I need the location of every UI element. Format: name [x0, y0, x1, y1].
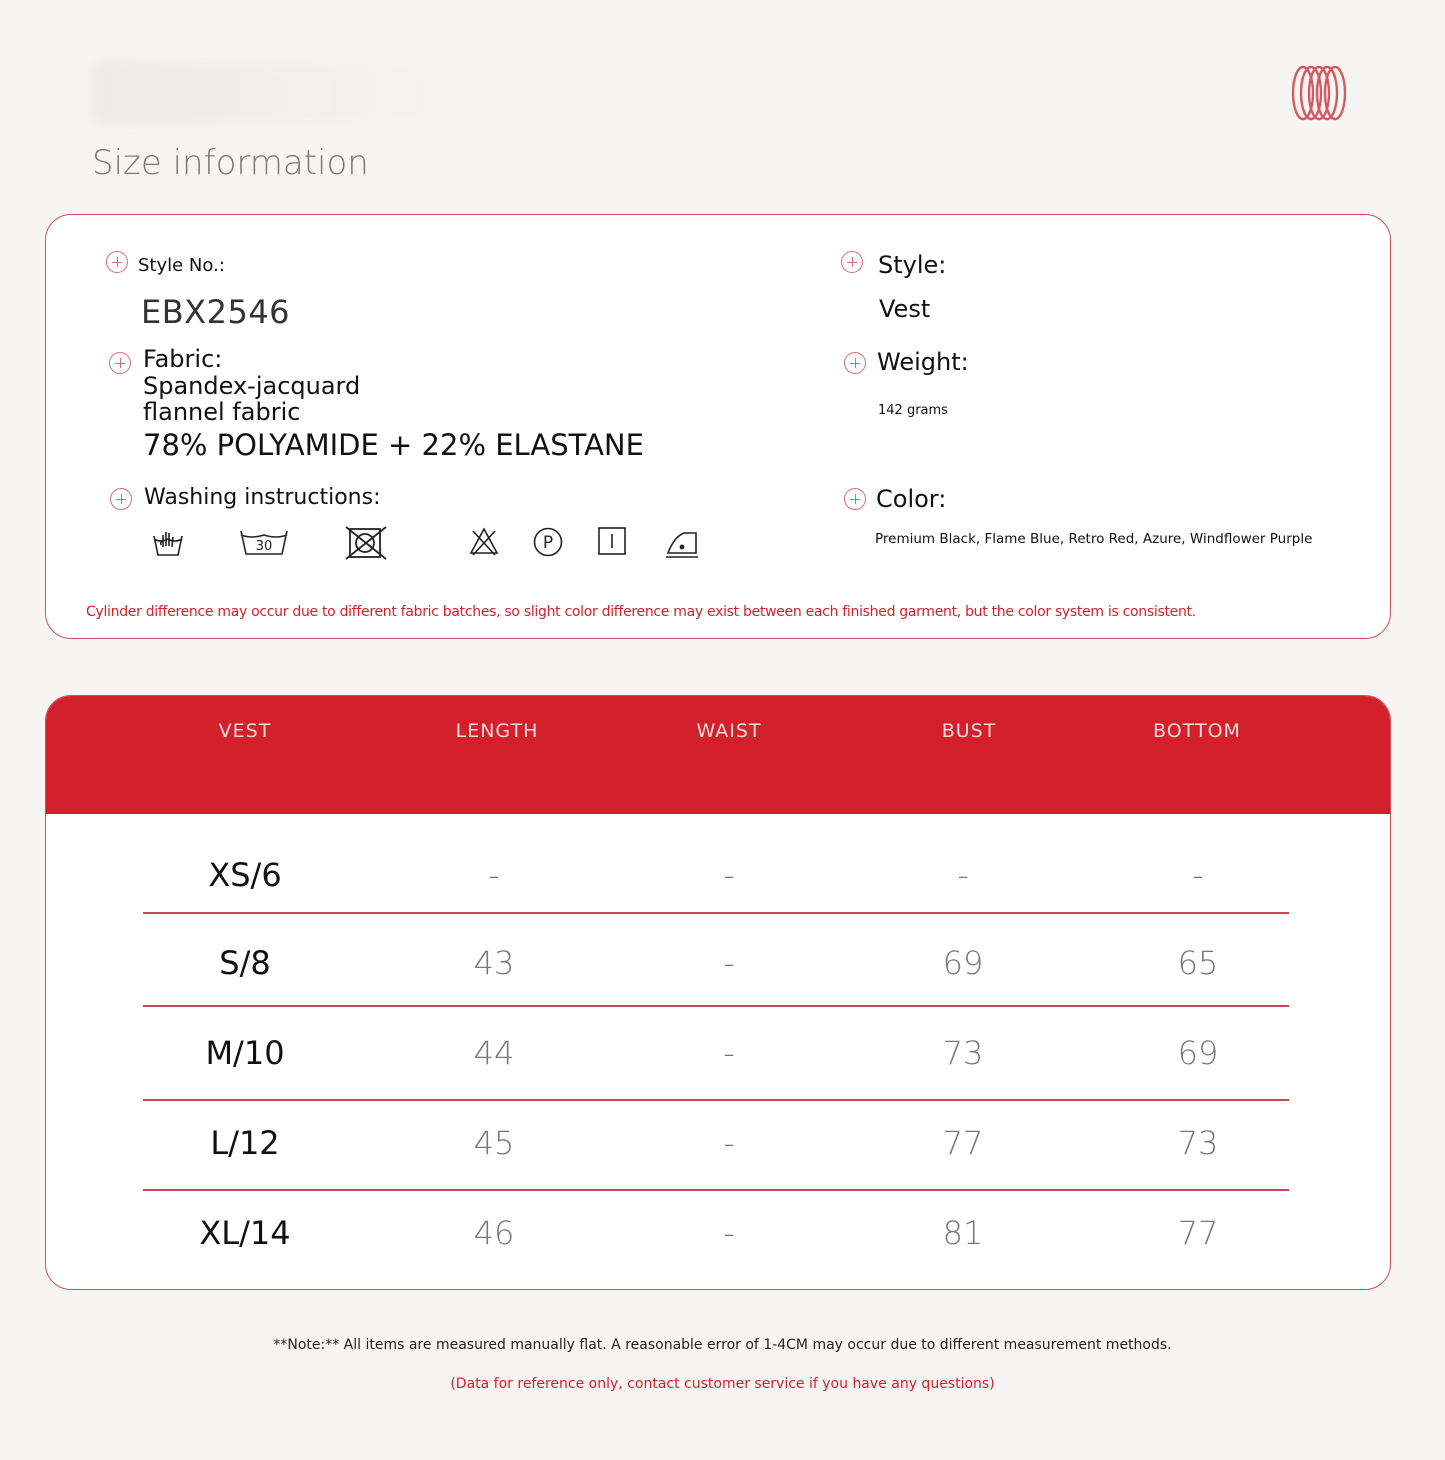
hand-wash-icon [151, 525, 185, 559]
fabric-description-line2: flannel fabric [143, 398, 301, 426]
fabric-description-line1: Spandex-jacquard [143, 372, 361, 400]
fabric-composition: 78% POLYAMIDE + 22% ELASTANE [143, 428, 644, 462]
size-cell: S/8 [219, 944, 271, 982]
product-info-card [45, 214, 1391, 639]
plus-circle-icon [109, 352, 131, 374]
style-no-value: EBX2546 [141, 293, 291, 331]
bottom-cell: 65 [1177, 944, 1219, 982]
length-cell: 45 [473, 1124, 515, 1162]
waist-cell: - [723, 1124, 735, 1162]
style-no-label: Style No.: [138, 255, 225, 276]
color-label: Color: [876, 485, 947, 513]
bottom-cell: - [1192, 856, 1204, 894]
color-value: Premium Black, Flame Blue, Retro Red, Azure, Windflower Purple [875, 531, 1313, 547]
table-row [46, 856, 1390, 946]
washing-icons [146, 525, 666, 565]
length-cell: - [488, 856, 500, 894]
line-dry-icon [596, 525, 628, 557]
waist-cell: - [723, 944, 735, 982]
table-row [46, 1124, 1390, 1214]
bust-cell: 73 [942, 1034, 984, 1072]
do-not-bleach-icon [468, 525, 500, 557]
row-divider [143, 1189, 1289, 1191]
page-title: Size information [92, 143, 369, 183]
size-cell: L/12 [210, 1124, 280, 1162]
size-cell: XS/6 [208, 856, 282, 894]
low-iron-icon [664, 525, 700, 561]
wash-temperature: 30 [255, 539, 273, 554]
table-row [46, 1214, 1390, 1290]
dry-clean-letter: P [542, 533, 554, 553]
plus-circle-icon [110, 488, 132, 510]
color-disclaimer: Cylinder difference may occur due to different fabric batches, so slight color difference may exist between each finished garment, but the color system is consistent. [86, 604, 1196, 620]
column-header-waist: WAIST [696, 720, 762, 742]
waist-cell: - [723, 1034, 735, 1072]
row-divider [143, 1005, 1289, 1007]
bottom-cell: 69 [1177, 1034, 1219, 1072]
plus-circle-icon [844, 352, 866, 374]
bottom-cell: 73 [1177, 1124, 1219, 1162]
waist-cell: - [723, 856, 735, 894]
weight-label: Weight: [877, 348, 969, 376]
table-row [46, 944, 1390, 1034]
blurred-brand-logo [92, 62, 432, 124]
reference-note: (Data for reference only, contact customer service if you have any questions) [450, 1376, 995, 1392]
do-not-tumble-dry-icon [344, 525, 388, 561]
row-divider [143, 912, 1289, 914]
waist-cell: - [723, 1214, 735, 1252]
weight-value: 142 grams [878, 403, 948, 418]
wash-30-icon [239, 525, 289, 559]
size-table [45, 695, 1391, 1290]
washing-instructions-label: Washing instructions: [144, 485, 381, 510]
plus-circle-icon [844, 488, 866, 510]
dry-clean-p-icon [531, 525, 565, 559]
style-value: Vest [879, 295, 931, 323]
bust-cell: 81 [942, 1214, 984, 1252]
length-cell: 44 [473, 1034, 515, 1072]
bottom-cell: 77 [1177, 1214, 1219, 1252]
fabric-label: Fabric: [143, 345, 223, 373]
plus-circle-icon [841, 251, 863, 273]
column-header-vest: VEST [218, 720, 272, 742]
row-divider [143, 1099, 1289, 1101]
size-table-header [46, 696, 1390, 814]
measurement-note: **Note:** All items are measured manually flat. A reasonable error of 1-4CM may occur due to different measurement methods. [273, 1337, 1172, 1353]
column-header-bust: BUST [941, 720, 997, 742]
length-cell: 43 [473, 944, 515, 982]
column-header-length: LENGTH [455, 720, 539, 742]
bust-cell: - [957, 856, 969, 894]
size-cell: XL/14 [199, 1214, 291, 1252]
length-cell: 46 [473, 1214, 515, 1252]
brand-rings-logo [1290, 62, 1350, 124]
size-cell: M/10 [205, 1034, 285, 1072]
style-label: Style: [878, 251, 947, 279]
bust-cell: 77 [942, 1124, 984, 1162]
plus-circle-icon [106, 251, 128, 273]
column-header-bottom: BOTTOM [1153, 720, 1241, 742]
bust-cell: 69 [942, 944, 984, 982]
table-row [46, 1034, 1390, 1124]
